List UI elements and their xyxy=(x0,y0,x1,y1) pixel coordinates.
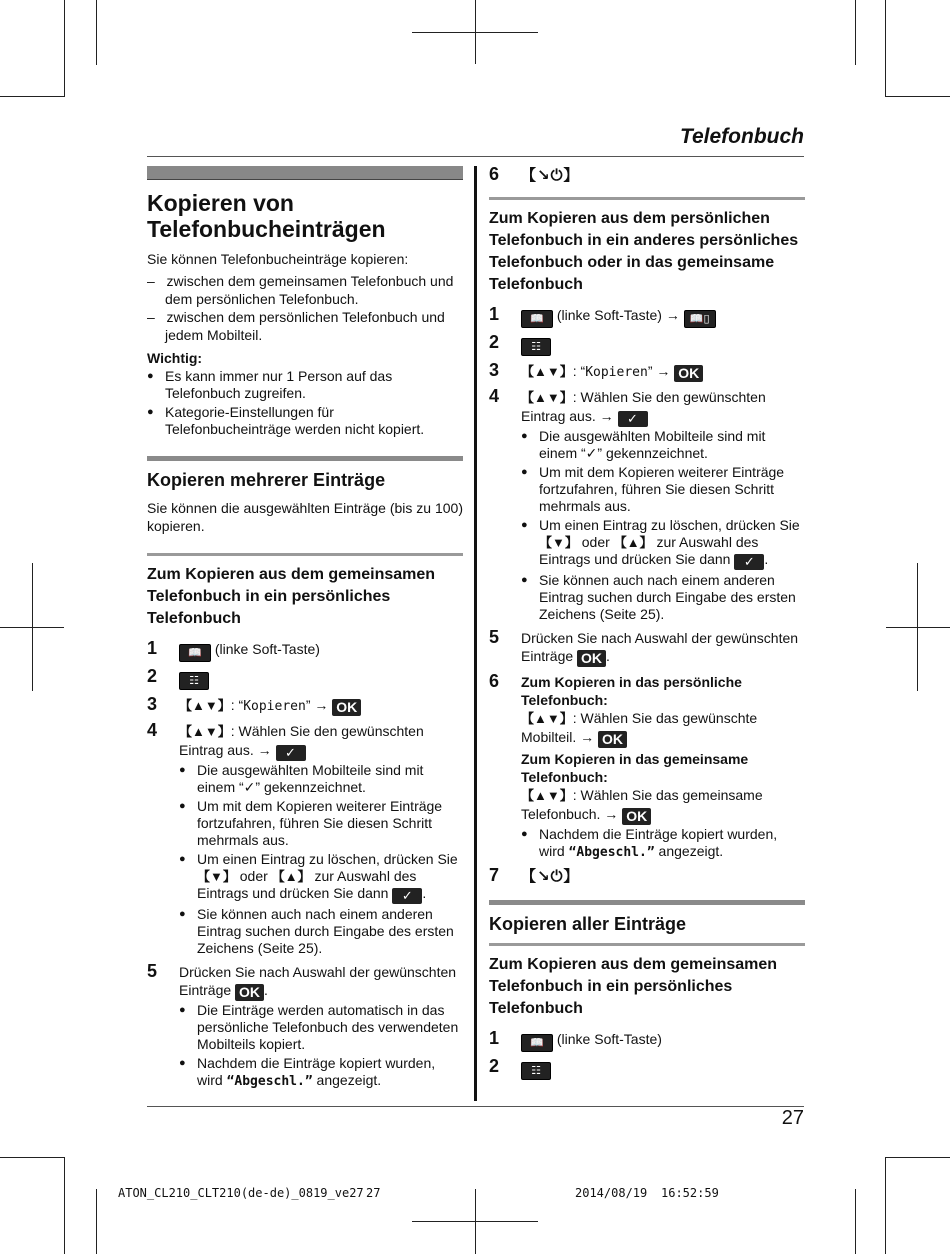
dash-item: – zwischen dem gemeinsamen Telefonbuch und dem persönlichen Telefonbuch. xyxy=(147,273,454,307)
step-note: ● Sie können auch nach einem anderen Eintrag suchen durch Eingabe des ersten Zeichens (Seite 25). xyxy=(179,906,463,957)
step-note: ● Um einen Eintrag zu löschen, drücken Sie 【▼】 oder 【▲】 zur Auswahl des Eintrags und drücken Sie dann ✓ . xyxy=(521,517,805,570)
phonebook-icon: 📖 xyxy=(521,310,553,328)
crop-mark xyxy=(855,0,856,65)
down-key-icon: 【▼】 xyxy=(197,869,236,884)
print-time: 16:52:59 xyxy=(661,1186,719,1200)
off-hook-icon: 【↘⏻】 xyxy=(521,167,580,184)
important-item: ● Es kann immer nur 1 Person auf das Telefonbuch zugreifen. xyxy=(147,368,463,402)
print-date: 2014/08/19 xyxy=(575,1186,648,1200)
step-7: 7 【↘⏻】 xyxy=(489,865,580,885)
step-sub-heading: Zum Kopieren in das gemeinsame Telefonbuch: xyxy=(521,751,749,785)
crop-mark xyxy=(96,0,97,65)
step-2: 2 ☷ xyxy=(489,334,805,356)
up-key-icon: 【▲】 xyxy=(613,535,653,550)
print-page: 27 xyxy=(366,1186,381,1200)
section-text: Sie können die ausgewählten Einträge (bis zu 100) kopieren. xyxy=(147,500,463,534)
footer-rule xyxy=(147,1106,804,1107)
up-key-icon: 【▲】 xyxy=(271,869,311,884)
step-3: 3 【▲▼】: “Kopieren” → OK xyxy=(147,696,463,716)
updown-key-icon: 【▲▼】 xyxy=(179,724,231,739)
step-1: 1 📖 (linke Soft-Taste) xyxy=(147,640,463,662)
crop-mark xyxy=(0,96,65,97)
ok-icon: OK xyxy=(577,650,606,667)
column-divider xyxy=(474,166,477,1101)
step-1: 1 📖 (linke Soft-Taste) xyxy=(489,1030,805,1052)
step-note: ● Nachdem die Einträge kopiert wurden, wird “Abgeschl.” angezeigt. xyxy=(521,826,805,861)
step-6: 6 Zum Kopieren in das persönliche Telefonbuch: 【▲▼】: Wählen Sie das gewünschte Mobilteil. → OK Zum Kopieren in das gemeinsame Telefonbuch: 【▲▼】: Wählen Sie das gemeinsame Telefonbuch. → OK ● Nachdem die Einträge kopiert wurden, wird “Abgeschl.” angezeigt. xyxy=(489,673,805,861)
subsection-bar xyxy=(489,943,805,946)
check-icon: ✓ xyxy=(276,745,306,761)
step-note: ● Um einen Eintrag zu löschen, drücken Sie 【▼】 oder 【▲】 zur Auswahl des Eintrags und drücken Sie dann ✓ . xyxy=(179,851,463,904)
crop-mark xyxy=(885,96,950,97)
crop-mark xyxy=(412,1221,538,1222)
step-1: 1 📖 (linke Soft-Taste) → 📖▯ xyxy=(489,306,805,328)
important-label: Wichtig: xyxy=(147,350,203,366)
step-5: 5 Drücken Sie nach Auswahl der gewünschten Einträge OK . ● Die Einträge werden automatisch in das persönliche Telefonbuch des verwendeten Mobilteils kopiert. ● Nachdem die Einträge kopiert wurden, wird “Abgeschl.” angezeigt. xyxy=(147,963,463,1090)
print-file-name: ATON_CL210_CLT210(de-de)_0819_ve27 xyxy=(118,1186,364,1200)
crop-mark xyxy=(917,563,918,691)
crop-mark xyxy=(64,0,65,97)
section-bar xyxy=(147,166,463,180)
section-title: Kopieren mehrerer Einträge xyxy=(147,470,386,490)
step-4: 4 【▲▼】: Wählen Sie den gewünschten Eintrag aus. → ✓ ● Die ausgewählten Mobilteile sind mit einem “✓” gekennzeichnet. ● Um mit dem Kopieren weiterer Einträge fortzufahren, führen Sie diesen Schritt mehrmals aus. ● Um einen Eintrag zu löschen, drücken Sie 【▼】 oder 【▲】 zur Auswahl des Eintrags und drücken Sie dann ✓ . ● Sie können auch nach einem anderen Eintrag suchen durch Eingabe des ersten Zeichens (Seite 25). xyxy=(489,388,805,623)
crop-mark xyxy=(64,1157,65,1254)
ok-icon: OK xyxy=(674,365,703,382)
phonebook-icon: 📖 xyxy=(521,1034,553,1052)
page-title: Kopieren von Telefonbucheinträgen xyxy=(147,190,386,242)
step-4: 4 【▲▼】: Wählen Sie den gewünschten Eintrag aus. → ✓ ● Die ausgewählten Mobilteile sind mit einem “✓” gekennzeichnet. ● Um mit dem Kopieren weiterer Einträge fortzufahren, führen Sie diesen Schritt mehrmals aus. ● Um einen Eintrag zu löschen, drücken Sie 【▼】 oder 【▲】 zur Auswahl des Eintrags und drücken Sie dann ✓ . ● Sie können auch nach einem anderen Eintrag suchen durch Eingabe des ersten Zeichens (Seite 25). xyxy=(147,722,463,957)
ok-icon: OK xyxy=(622,808,651,825)
step-note: ● Die Einträge werden automatisch in das persönliche Telefonbuch des verwendeten Mobilteils kopiert. xyxy=(179,1002,463,1053)
step-sub-heading: Zum Kopieren in das persönliche Telefonbuch: xyxy=(521,674,742,708)
step-note: ● Die ausgewählten Mobilteile sind mit einem “✓” gekennzeichnet. xyxy=(521,428,805,462)
menu-icon: ☷ xyxy=(521,1062,551,1080)
section-header: Telefonbuch xyxy=(679,125,804,148)
left-column xyxy=(147,166,463,1096)
intro-text: Sie können Telefonbucheinträge kopieren: xyxy=(147,251,409,267)
important-item: ● Kategorie-Einstellungen für Telefonbucheinträge werden nicht kopiert. xyxy=(147,404,463,438)
crop-mark xyxy=(885,0,886,97)
step-note: ● Um mit dem Kopieren weiterer Einträge fortzufahren, führen Sie diesen Schritt mehrmals aus. xyxy=(521,464,805,515)
step-2: 2 ☷ xyxy=(147,668,463,690)
page-number: 27 xyxy=(781,1107,804,1129)
subsection-title: Zum Kopieren aus dem persönlichen Telefonbuch in ein anderes persönliches Telefonbuch oder in das gemeinsame Telefonbuch xyxy=(489,210,799,293)
phonebook-handset-icon: 📖▯ xyxy=(684,310,716,328)
crop-mark xyxy=(885,1157,886,1254)
crop-mark xyxy=(855,1189,856,1254)
step-note: ● Sie können auch nach einem anderen Eintrag suchen durch Eingabe des ersten Zeichens (Seite 25). xyxy=(521,572,805,623)
step-5: 5 Drücken Sie nach Auswahl der gewünschten Einträge OK . xyxy=(489,627,799,666)
ok-icon: OK xyxy=(235,984,264,1001)
updown-key-icon: 【▲▼】 xyxy=(521,364,573,379)
crop-mark xyxy=(32,563,33,691)
subsection-title: Zum Kopieren aus dem gemeinsamen Telefonbuch in ein persönliches Telefonbuch xyxy=(489,956,778,1017)
step-2: 2 ☷ xyxy=(489,1058,805,1080)
menu-icon: ☷ xyxy=(179,672,209,690)
check-icon: ✓ xyxy=(734,554,764,570)
step-6-hangup: 6 【↘⏻】 xyxy=(489,164,580,184)
check-icon: ✓ xyxy=(618,411,648,427)
header-rule xyxy=(147,156,804,157)
updown-key-icon: 【▲▼】 xyxy=(179,698,231,713)
crop-mark xyxy=(0,1157,65,1158)
subsection-title: Zum Kopieren aus dem gemeinsamen Telefonbuch in ein persönliches Telefonbuch xyxy=(147,566,436,627)
subsection-bar xyxy=(489,197,805,200)
down-key-icon: 【▼】 xyxy=(539,535,578,550)
ok-icon: OK xyxy=(598,731,627,748)
section-bar xyxy=(489,900,805,905)
updown-key-icon: 【▲▼】 xyxy=(521,390,573,405)
right-column xyxy=(489,166,805,1086)
crop-mark xyxy=(885,1157,950,1158)
phonebook-icon: 📖 xyxy=(179,644,211,662)
step-note: ● Nachdem die Einträge kopiert wurden, wird “Abgeschl.” angezeigt. xyxy=(179,1055,463,1090)
section-title: Kopieren aller Einträge xyxy=(489,914,687,934)
subsection-bar xyxy=(147,553,463,556)
off-hook-icon: 【↘⏻】 xyxy=(521,868,580,885)
step-note: ● Die ausgewählten Mobilteile sind mit einem “✓” gekennzeichnet. xyxy=(179,762,463,796)
updown-key-icon: 【▲▼】 xyxy=(521,788,573,803)
crop-mark xyxy=(886,627,950,628)
dash-item: – zwischen dem persönlichen Telefonbuch und jedem Mobilteil. xyxy=(147,309,445,343)
crop-mark xyxy=(96,1189,97,1254)
crop-mark xyxy=(412,32,538,33)
updown-key-icon: 【▲▼】 xyxy=(521,711,573,726)
section-bar xyxy=(147,456,463,461)
ok-icon: OK xyxy=(332,699,361,716)
menu-icon: ☷ xyxy=(521,338,551,356)
check-icon: ✓ xyxy=(392,888,422,904)
step-3: 3 【▲▼】: “Kopieren” → OK xyxy=(489,362,805,382)
step-note: ● Um mit dem Kopieren weiterer Einträge fortzufahren, führen Sie diesen Schritt mehrmals aus. xyxy=(179,798,463,849)
